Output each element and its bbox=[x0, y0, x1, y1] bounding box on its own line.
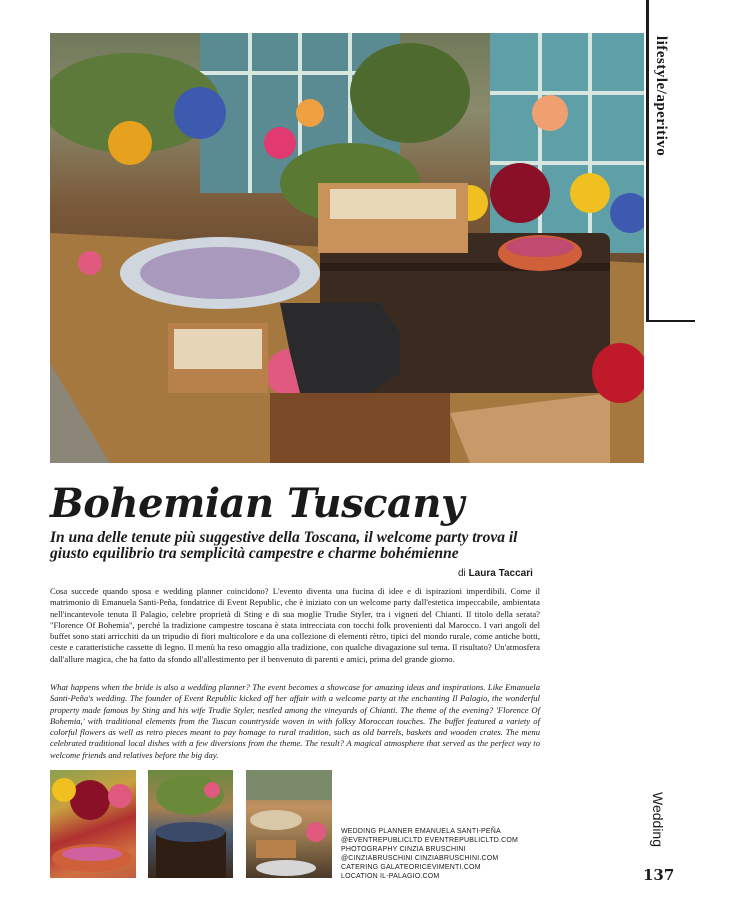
thumbnail-buffet bbox=[246, 770, 332, 878]
body-text-english: What happens when the bride is also a wedding planner? The event becomes a showcase for amazing ideas and inspirations. Like Emanuela Santi-Peña's wedding. The founder of Event Republic kicked off her affair with a welcome party at the enchanting Il Palagio, the wonderful property made famous by Sting and his wife Trudie Styler, nestled among the vineyards of Chianti. The theme of the evening? 'Florence Of Bohemia,' with traditional elements from the Tuscan countryside woven in with folksy Moroccan touches. The buffet featured a variety of colorful flowers as well as retro pieces meant to pay homage to rural tradition, such as old barrels, baskets and wooden crates. The menu celebrated traditional local dishes with a few diversions from the theme. The result? A magical atmosphere that served as the perfect way to welcome friends and relatives before the big day. bbox=[50, 682, 540, 760]
section-rule-vertical bbox=[646, 0, 649, 322]
section-label: lifestyle/aperitivo bbox=[653, 36, 669, 157]
hero-photo bbox=[50, 33, 644, 463]
hero-photo-illustration bbox=[50, 33, 644, 463]
thumbnail-barrel bbox=[148, 770, 233, 878]
credit-line: @EVENTREPUBLICLTD EVENTREPUBLICLTD.COM bbox=[341, 836, 519, 844]
credit-line: PHOTOGRAPHY CINZIA BRUSCHINI bbox=[341, 845, 466, 853]
section-rule-horizontal bbox=[646, 320, 695, 322]
article-subtitle: In una delle tenute più suggestive della Toscana, il welcome party trova il giusto equilibrio tra semplicità campestre e charme bohémienne bbox=[50, 529, 518, 562]
photo-credits bbox=[341, 828, 518, 881]
credit-line: WEDDING PLANNER EMANUELA SANTI-PEÑA bbox=[341, 828, 501, 835]
byline-author: Laura Taccari bbox=[468, 568, 533, 579]
credit-line: LOCATION IL-PALAGIO.COM bbox=[341, 872, 440, 880]
page-number: 137 bbox=[643, 866, 675, 884]
credit-line: CATERING GALATEORICEVIMENTI.COM bbox=[341, 863, 481, 871]
thumbnail-buffet-illustration bbox=[246, 770, 332, 878]
body-text-italian: Cosa succede quando sposa e wedding planner coincidono? L'evento diventa una fucina di idee e di ispirazioni imperdibili. Come il matrimonio di Emanuela Santi-Peña, fondatrice di Event Republic, che è iniziato con un welcome party dall'estetica impeccabile, ambientata nell'incantevole tenuta Il Palagio, celebre proprietà di Sting e di sua moglie Trudie Styler, tra i vigneti del Chianti. Il titolo della serata? "Florence Of Bohemia", perché la tradizione campestre toscana è stata intrecciata con tocchi folk provenienti dal Marocco. I vari angoli del buffet sono stati arricchiti da un tripudio di fiori multicolore e da una collezione di elementi rètro, tipici del mondo rurale, come antiche botti, ceste e caratteristiche cassette di legno. Il menù ha reso omaggio alla tradizione, con qualche divagazione sul tema. Il risultato? Un'atmosfera dall'allure magica, che ha fatto da sfondo all'allestimento per il benvenuto di parenti e amici, prima del grande giorno. bbox=[50, 586, 540, 664]
article-title: Bohemian Tuscany bbox=[50, 480, 464, 527]
credit-line: @CINZIABRUSCHINI CINZIABRUSCHINI.COM bbox=[341, 854, 499, 862]
thumbnail-barrel-illustration bbox=[148, 770, 233, 878]
thumbnail-flowers bbox=[50, 770, 136, 878]
byline bbox=[458, 568, 533, 579]
byline-prefix: di bbox=[458, 568, 466, 579]
footer-section-label: Wedding bbox=[650, 792, 666, 848]
thumbnail-flowers-illustration bbox=[50, 770, 136, 878]
